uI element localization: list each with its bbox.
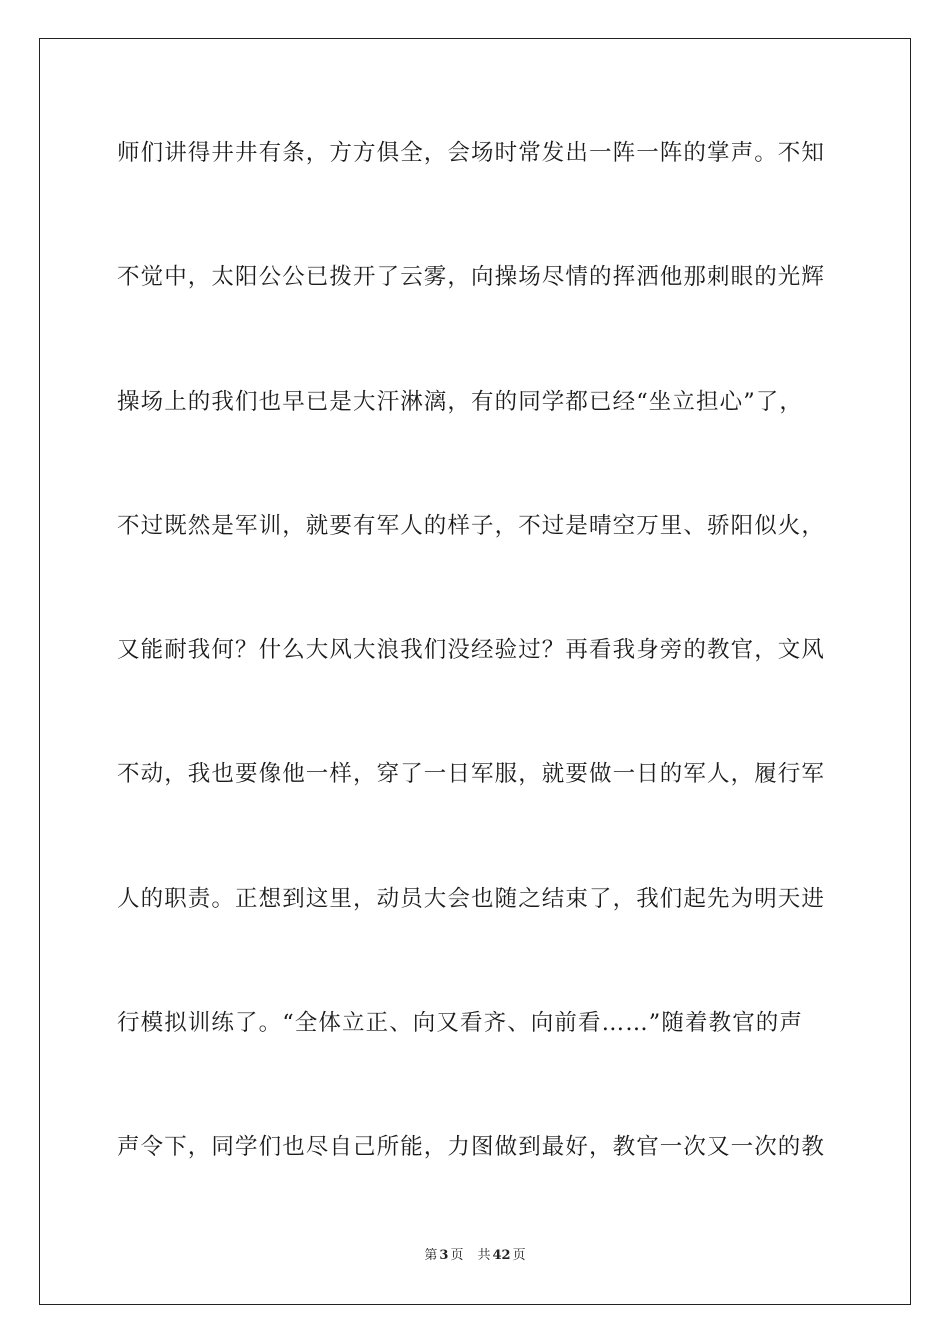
text-line: 师们讲得井井有条，方方俱全，会场时常发出一阵一阵的掌声。不知	[117, 140, 826, 166]
text-line: 又能耐我何？什么大风大浪我们没经验过？再看我身旁的教官，文风	[117, 637, 826, 664]
page-prefix: 第	[424, 1248, 438, 1263]
text-line: 不动，我也要像他一样，穿了一日军服，就要做一日的军人，履行军	[117, 761, 826, 788]
text-line: 不过既然是军训，就要有军人的样子，不过是晴空万里、骄阳似火，	[117, 512, 826, 539]
total-suffix: 页	[512, 1248, 526, 1263]
page-footer	[0, 1246, 950, 1266]
text-line: 行模拟训练了。“全体立正、向又看齐、向前看……”随着教官的声	[117, 1010, 804, 1037]
text-line: 人的职责。正想到这里，动员大会也随之结束了，我们起先为明天进	[117, 885, 826, 912]
total-pages: 42	[492, 1248, 511, 1263]
total-prefix: 共	[477, 1248, 491, 1263]
text-line: 操场上的我们也早已是大汗淋漓，有的同学都已经“坐立担心”了，	[117, 388, 804, 415]
document-body	[117, 128, 837, 1247]
text-line: 不觉中，太阳公公已拨开了云雾，向操场尽情的挥洒他那刺眼的光辉	[117, 264, 826, 291]
page-suffix: 页	[450, 1248, 464, 1263]
text-line: 声令下，同学们也尽自己所能，力图做到最好，教官一次又一次的教	[117, 1134, 826, 1161]
page-number: 3	[439, 1248, 449, 1263]
